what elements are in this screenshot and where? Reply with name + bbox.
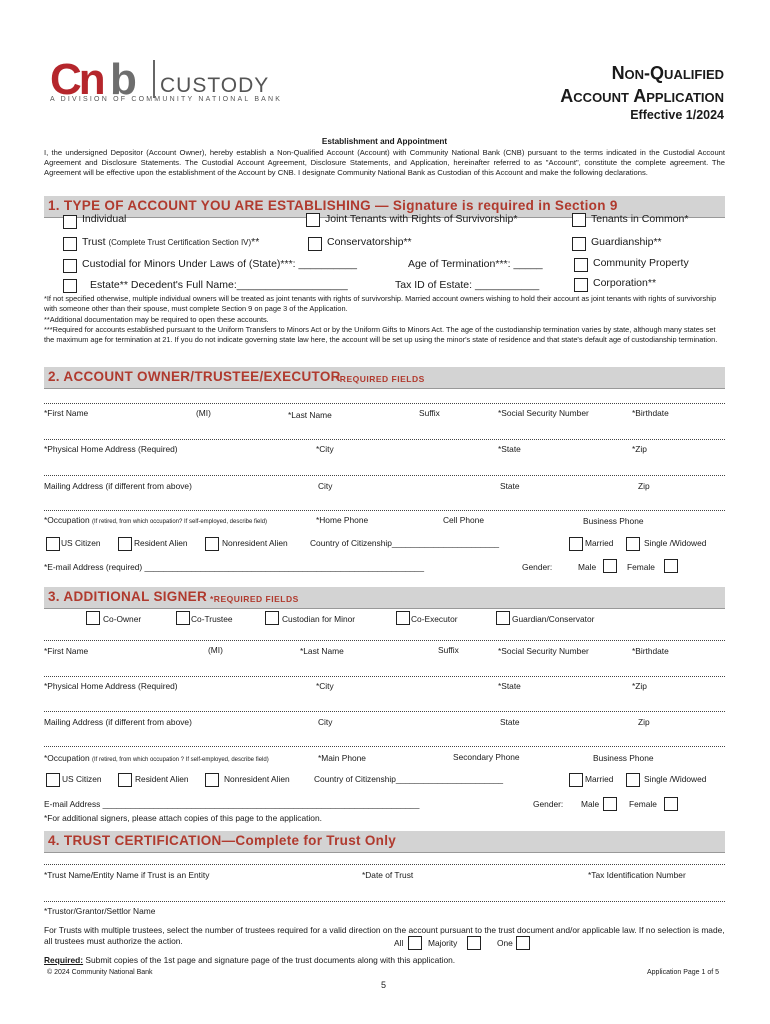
checkbox-signer-female[interactable] — [664, 797, 678, 811]
section-3-title: 3. ADDITIONAL SIGNER — [48, 589, 208, 604]
checkbox-trust[interactable] — [63, 237, 77, 251]
label-trust-name: *Trust Name/Entity Name if Trust is an Entity — [44, 870, 210, 880]
effective-date: Effective 1/2024 — [630, 108, 724, 122]
trust-multi-note: For Trusts with multiple trustees, select the number of trustees required for a valid direction on the account pursuant to the trust document and/or applicable law. If no selection is made, all trustees must authorize the action. — [44, 925, 725, 947]
label-birthdate: *Birthdate — [632, 408, 669, 418]
checkbox-co-owner[interactable] — [86, 611, 100, 625]
label-male: Male — [578, 562, 597, 572]
label-tenants-common: Tenants in Common* — [591, 213, 689, 225]
checkbox-one[interactable] — [516, 936, 530, 950]
label-signer-birthdate: *Birthdate — [632, 646, 669, 656]
checkbox-signer-resident-alien[interactable] — [118, 773, 132, 787]
checkbox-male[interactable] — [603, 559, 617, 573]
label-joint-tenants: Joint Tenants with Rights of Survivorship* — [325, 213, 518, 225]
label-signer-state-2: State — [500, 717, 520, 727]
checkbox-co-trustee[interactable] — [176, 611, 190, 625]
label-signer-us-citizen: US Citizen — [62, 774, 102, 784]
logo-custody: CUSTODY — [160, 74, 270, 97]
signer-mailing-line[interactable] — [44, 711, 725, 712]
label-mi: (MI) — [196, 408, 211, 418]
label-home-phone: *Home Phone — [316, 515, 369, 525]
checkbox-all[interactable] — [408, 936, 422, 950]
label-corporation: Corporation** — [593, 277, 657, 289]
checkbox-resident-alien[interactable] — [118, 537, 132, 551]
label-signer-physical-address: *Physical Home Address (Required) — [44, 681, 178, 691]
intro-heading: Establishment and Appointment — [321, 137, 448, 146]
label-signer-state: *State — [498, 681, 521, 691]
footer-copyright: © 2024 Community National Bank — [47, 969, 153, 976]
label-main-phone: *Main Phone — [318, 753, 366, 763]
label-signer-last-name: *Last Name — [300, 646, 344, 656]
label-physical-address: *Physical Home Address (Required) — [44, 444, 178, 454]
label-mailing-address: Mailing Address (if different from above) — [44, 481, 192, 491]
footer-page-label: Application Page 1 of 5 — [647, 969, 719, 976]
label-custodial-minors: Custodial for Minors Under Laws of (State)***: __________ — [82, 258, 357, 270]
checkbox-nonresident-alien[interactable] — [205, 537, 219, 551]
checkbox-custodial-minors[interactable] — [63, 259, 77, 273]
form-title — [424, 62, 724, 107]
label-age-termination: Age of Termination***: _____ — [408, 258, 543, 270]
checkbox-signer-married[interactable] — [569, 773, 583, 787]
logo-divider — [153, 60, 155, 98]
label-estate: Estate** Decedent's Full Name:___________________ — [90, 279, 348, 291]
label-custodian-minor: Custodian for Minor — [282, 614, 356, 624]
label-married: Married — [585, 538, 614, 548]
label-signer-nonresident-alien: Nonresident Alien — [224, 774, 290, 784]
label-nonresident-alien: Nonresident Alien — [222, 538, 288, 548]
title-line2: Account Application — [560, 85, 724, 106]
checkbox-single[interactable] — [626, 537, 640, 551]
checkbox-signer-us-citizen[interactable] — [46, 773, 60, 787]
label-ssn: *Social Security Number — [498, 408, 589, 418]
section-2-title: 2. ACCOUNT OWNER/TRUSTEE/EXECUTOR — [48, 369, 341, 384]
owner-name-line[interactable] — [44, 403, 725, 404]
label-signer-male: Male — [581, 799, 600, 809]
checkbox-co-executor[interactable] — [396, 611, 410, 625]
section-4-title: 4. TRUST CERTIFICATION—Complete for Trust Only — [48, 833, 397, 848]
signer-address-line[interactable] — [44, 676, 725, 677]
trust-name-line[interactable] — [44, 864, 725, 865]
label-signer-country: Country of Citizenship_______________________ — [314, 774, 504, 784]
label-first-name: *First Name — [44, 408, 89, 418]
checkbox-signer-nonresident-alien[interactable] — [205, 773, 219, 787]
section-4-header — [44, 831, 725, 853]
checkbox-corporation[interactable] — [574, 278, 588, 292]
checkbox-community-property[interactable] — [574, 258, 588, 272]
checkbox-guardian-conservator[interactable] — [496, 611, 510, 625]
owner-occupation-line[interactable] — [44, 510, 725, 511]
label-city-2: City — [318, 481, 333, 491]
checkbox-conservatorship[interactable] — [308, 237, 322, 251]
label-zip-2: Zip — [638, 481, 650, 491]
checkbox-female[interactable] — [664, 559, 678, 573]
label-zip: *Zip — [632, 444, 647, 454]
label-state-2: State — [500, 481, 520, 491]
checkbox-us-citizen[interactable] — [46, 537, 60, 551]
label-cell-phone: Cell Phone — [443, 515, 484, 525]
label-signer-city-2: City — [318, 717, 333, 727]
label-signer-resident-alien: Resident Alien — [135, 774, 189, 784]
checkbox-joint-tenants[interactable] — [306, 213, 320, 227]
label-estate-taxid: Tax ID of Estate: ___________ — [395, 279, 540, 291]
section-1-note-3: ***Required for accounts established pursuant to the Uniform Transfers to Minors Act or by the Uniform Gifts to Minors Act. The age of the custodianship termination varies by state, although many states set the maximum age for termination at 21. If you do not indicate governing state law here, the account will be set up using the minor's state of residence and that state's default age of custodianship termination. — [44, 325, 718, 344]
label-individual: Individual — [82, 213, 127, 225]
label-state: *State — [498, 444, 521, 454]
label-signer-occupation: *Occupation (If retired, from which occupation ? If self-employed, describe field) — [44, 753, 269, 763]
signer-name-line[interactable] — [44, 640, 725, 641]
checkbox-majority[interactable] — [467, 936, 481, 950]
additional-signers-note: *For additional signers, please attach copies of this page to the application. — [44, 813, 322, 823]
checkbox-guardianship[interactable] — [572, 237, 586, 251]
label-secondary-phone: Secondary Phone — [453, 752, 520, 762]
svg-text:b: b — [110, 58, 135, 100]
label-email: *E-mail Address (required) ____________________________________________________________ — [44, 562, 425, 572]
label-community-property: Community Property — [593, 257, 689, 269]
checkbox-tenants-common[interactable] — [572, 213, 586, 227]
label-signer-first-name: *First Name — [44, 646, 89, 656]
label-city: *City — [316, 444, 334, 454]
label-country: Country of Citizenship_______________________ — [310, 538, 500, 548]
footer-page-number: 5 — [381, 980, 387, 990]
label-signer-female: Female — [629, 799, 657, 809]
label-resident-alien: Resident Alien — [134, 538, 188, 548]
section-1-title: 1. TYPE OF ACCOUNT YOU ARE ESTABLISHING — Signature is required in Section 9 — [48, 198, 618, 213]
label-signer-city: *City — [316, 681, 334, 691]
label-co-executor: Co-Executor — [411, 614, 458, 624]
section-2-header — [44, 367, 725, 389]
label-last-name: *Last Name — [288, 410, 332, 420]
section-3-required: *REQUIRED FIELDS — [210, 594, 299, 604]
label-co-trustee: Co-Trustee — [191, 614, 233, 624]
label-conservatorship: Conservatorship** — [327, 236, 412, 248]
label-trustor: *Trustor/Grantor/Settlor Name — [44, 906, 156, 916]
title-line1: Non-Qualified — [611, 63, 724, 83]
section-2-required: *REQUIRED FIELDS — [336, 374, 425, 384]
label-signer-suffix: Suffix — [438, 645, 459, 655]
section-1-note-1: *If not specified otherwise, multiple individual owners will be treated as joint tenants with rights of survivorship. Married account owners wishing to hold their account as joint tenants with rights of survivorship with someone other than their spouse, must complete Section 9 on page 3 of the Application. — [44, 294, 717, 313]
label-signer-gender: Gender: — [533, 799, 564, 809]
section-1-note-2: **Additional documentation may be required to open these accounts. — [44, 315, 269, 324]
label-signer-single: Single /Widowed — [644, 774, 707, 784]
label-co-owner: Co-Owner — [103, 614, 142, 624]
label-us-citizen: US Citizen — [61, 538, 101, 548]
label-gender: Gender: — [522, 562, 553, 572]
label-signer-ssn: *Social Security Number — [498, 646, 589, 656]
label-majority: Majority — [428, 938, 458, 948]
label-female: Female — [627, 562, 655, 572]
label-all: All — [394, 938, 404, 948]
section-3-header — [44, 587, 725, 609]
label-trust-taxid: *Tax Identification Number — [588, 870, 686, 880]
cnb-logo-icon — [50, 58, 150, 100]
label-signer-zip: *Zip — [632, 681, 647, 691]
label-signer-email: E-mail Address ____________________________________________________________________ — [44, 799, 420, 809]
owner-address-line[interactable] — [44, 439, 725, 440]
checkbox-custodian-minor[interactable] — [265, 611, 279, 625]
label-signer-business-phone: Business Phone — [593, 753, 654, 763]
checkbox-estate[interactable] — [63, 279, 77, 293]
label-signer-mi: (MI) — [208, 645, 223, 655]
owner-mailing-line[interactable] — [44, 475, 725, 476]
label-occupation: *Occupation (If retired, from which occupation? If self-employed, describe field) — [44, 515, 268, 525]
intro-text: I, the undersigned Depositor (Account Owner), hereby establish a Non-Qualified Account (Account) with Community National Bank (CNB) pursuant to the terms indicated in the Custodial Account Agreement and Disclosure Statements. The Custodial Account Agreement, Disclosure Statements, and Application, hereinafter referred to as "Account", constitute the complete agreement. The Agreement will be effective upon the establishment of the Account by CNB. I designate Community National Bank as Custodian of this Account and make the following declarations. — [44, 148, 725, 177]
label-guardianship: Guardianship** — [591, 236, 662, 248]
label-date-of-trust: *Date of Trust — [362, 870, 414, 880]
label-trust: Trust (Complete Trust Certification Section IV)** — [82, 236, 260, 248]
label-one: One — [497, 938, 513, 948]
checkbox-married[interactable] — [569, 537, 583, 551]
svg-text:Cn: Cn — [50, 58, 103, 100]
label-business-phone: Business Phone — [583, 516, 644, 526]
logo-subtitle: A DIVISION OF COMMUNITY NATIONAL BANK — [50, 96, 283, 103]
signer-occupation-line[interactable] — [44, 746, 725, 747]
trustor-line[interactable] — [44, 901, 725, 902]
label-single: Single /Widowed — [644, 538, 707, 548]
checkbox-signer-single[interactable] — [626, 773, 640, 787]
label-guardian-conservator: Guardian/Conservator — [512, 614, 595, 624]
label-signer-zip-2: Zip — [638, 717, 650, 727]
checkbox-individual[interactable] — [63, 215, 77, 229]
checkbox-signer-male[interactable] — [603, 797, 617, 811]
label-suffix: Suffix — [419, 408, 440, 418]
label-signer-mailing: Mailing Address (if different from above) — [44, 717, 192, 727]
label-signer-married: Married — [585, 774, 614, 784]
required-note: Required: Submit copies of the 1st page and signature page of the trust documents along with this application. — [44, 955, 456, 965]
